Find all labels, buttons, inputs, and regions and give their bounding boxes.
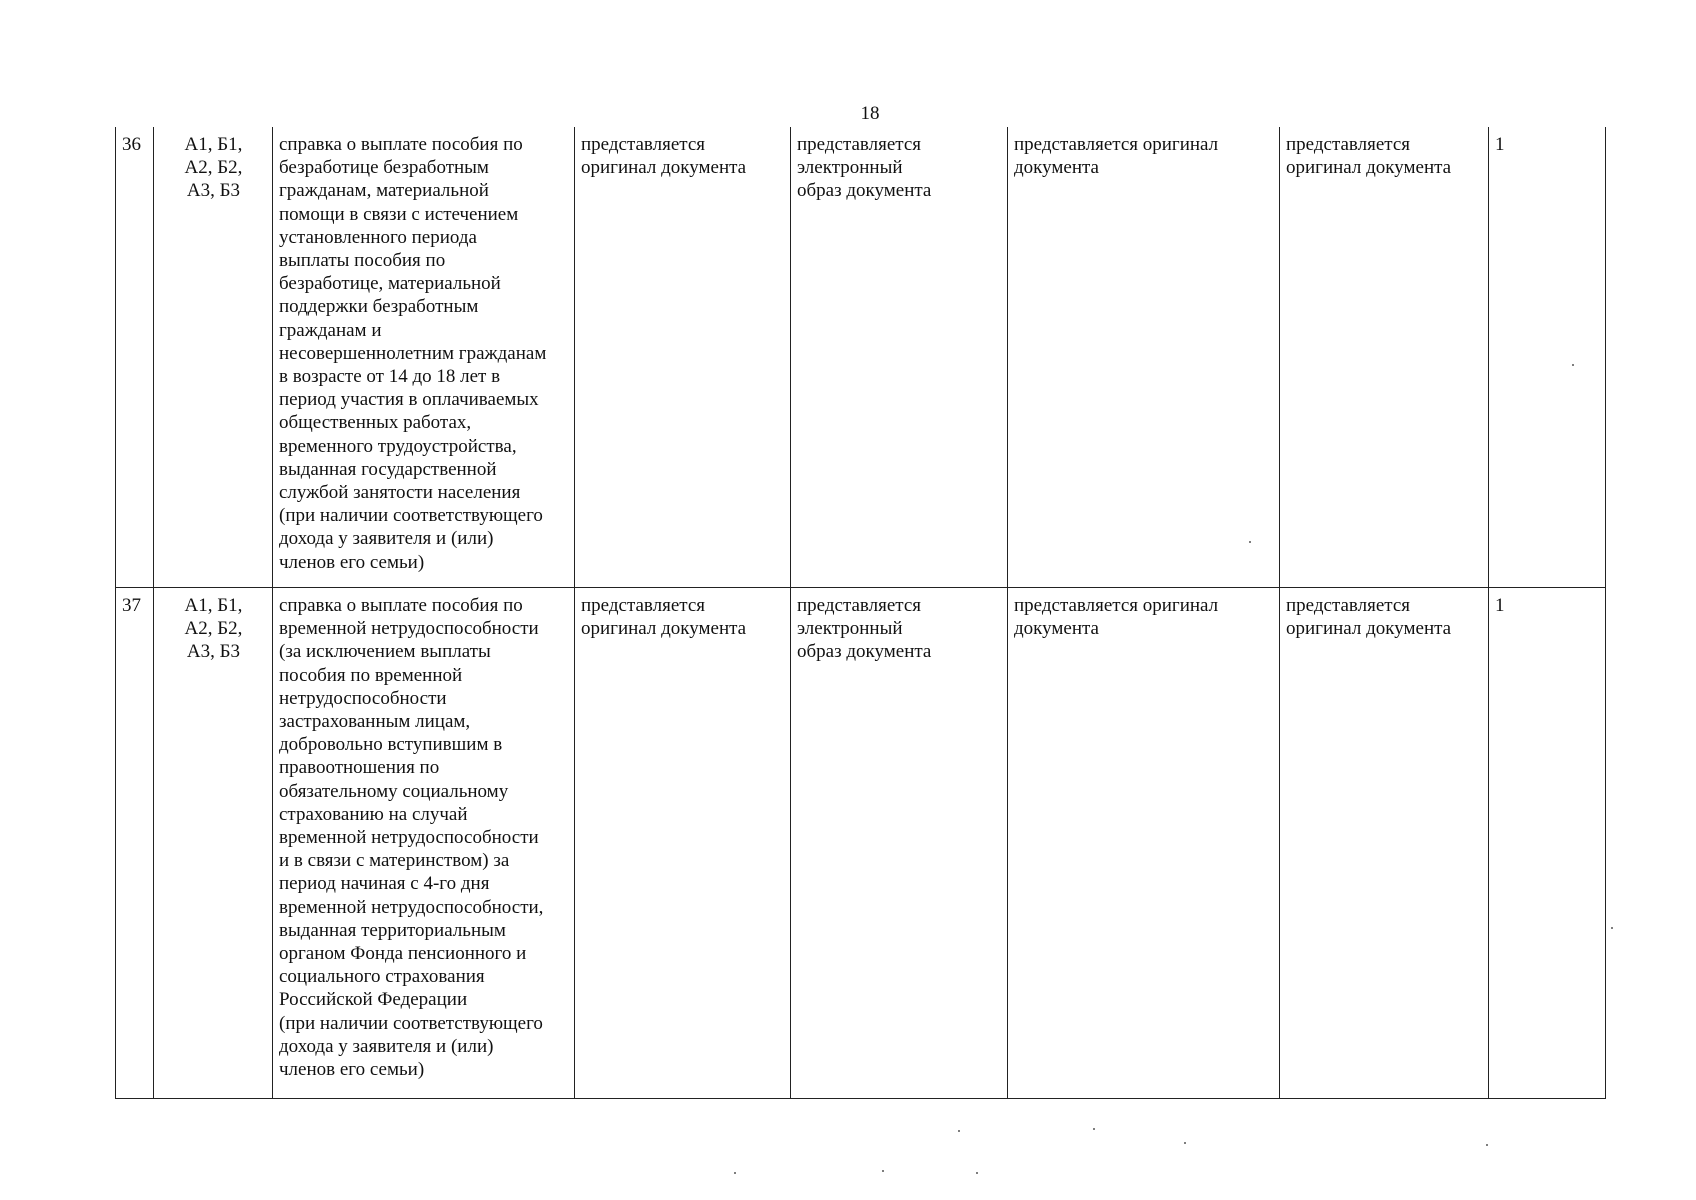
scan-speck <box>1184 1142 1186 1144</box>
document-description-cell: справка о выплате пособия по временной нетрудоспособности (за исключением выплаты пособия по временной нетрудоспособности застрахованным лицам, добровольно вступившим в правоотношения по обязательному социальному страхованию на случай временной нетрудоспособности и в связи с материнством) за период начиная с 4-го дня временной нетрудоспособности, выданная территориальным органом Фонда пенсионного и социального страхования Российской Федерации (при наличии соответствующего дохода у заявителя и (или) членов его семьи) <box>273 588 575 1099</box>
submission-form-cell: представляется оригинал документа <box>1280 588 1489 1099</box>
count-cell: 1 <box>1489 588 1606 1099</box>
categories-cell: А1, Б1, А2, Б2, А3, Б3 <box>154 588 273 1099</box>
scan-speck <box>734 1172 736 1174</box>
scan-speck <box>1611 927 1613 929</box>
scan-speck <box>976 1172 978 1174</box>
scan-speck <box>1486 1144 1488 1146</box>
electronic-form-cell: представляется электронный образ документа <box>791 127 1008 588</box>
page-number: 18 <box>860 103 880 124</box>
scan-speck <box>882 1170 884 1172</box>
submission-form-cell: представляется оригинал документа <box>1008 127 1280 588</box>
count-cell: 1 <box>1489 127 1606 588</box>
scan-speck <box>1249 541 1251 543</box>
document-table <box>115 127 1606 1099</box>
table-row <box>116 127 1606 588</box>
scan-speck <box>958 1130 960 1132</box>
scan-speck <box>1572 364 1574 366</box>
categories-cell: А1, Б1, А2, Б2, А3, Б3 <box>154 127 273 588</box>
electronic-form-cell: представляется электронный образ документа <box>791 588 1008 1099</box>
document-description-cell: справка о выплате пособия по безработице безработным гражданам, материальной помощи в связи с истечением установленного периода выплаты пособия по безработице, материальной поддержки безработным гражданам и несовершеннолетним гражданам в возрасте от 14 до 18 лет в период участия в оплачиваемых общественных работах, временного трудоустройства, выданная государственной службой занятости населения (при наличии соответствующего дохода у заявителя и (или) членов его семьи) <box>273 127 575 588</box>
row-number-cell: 37 <box>116 588 154 1099</box>
submission-form-cell: представляется оригинал документа <box>1280 127 1489 588</box>
scan-speck <box>1093 1128 1095 1130</box>
submission-form-cell: представляется оригинал документа <box>575 588 791 1099</box>
submission-form-cell: представляется оригинал документа <box>575 127 791 588</box>
submission-form-cell: представляется оригинал документа <box>1008 588 1280 1099</box>
row-number-cell: 36 <box>116 127 154 588</box>
table-row <box>116 588 1606 1099</box>
